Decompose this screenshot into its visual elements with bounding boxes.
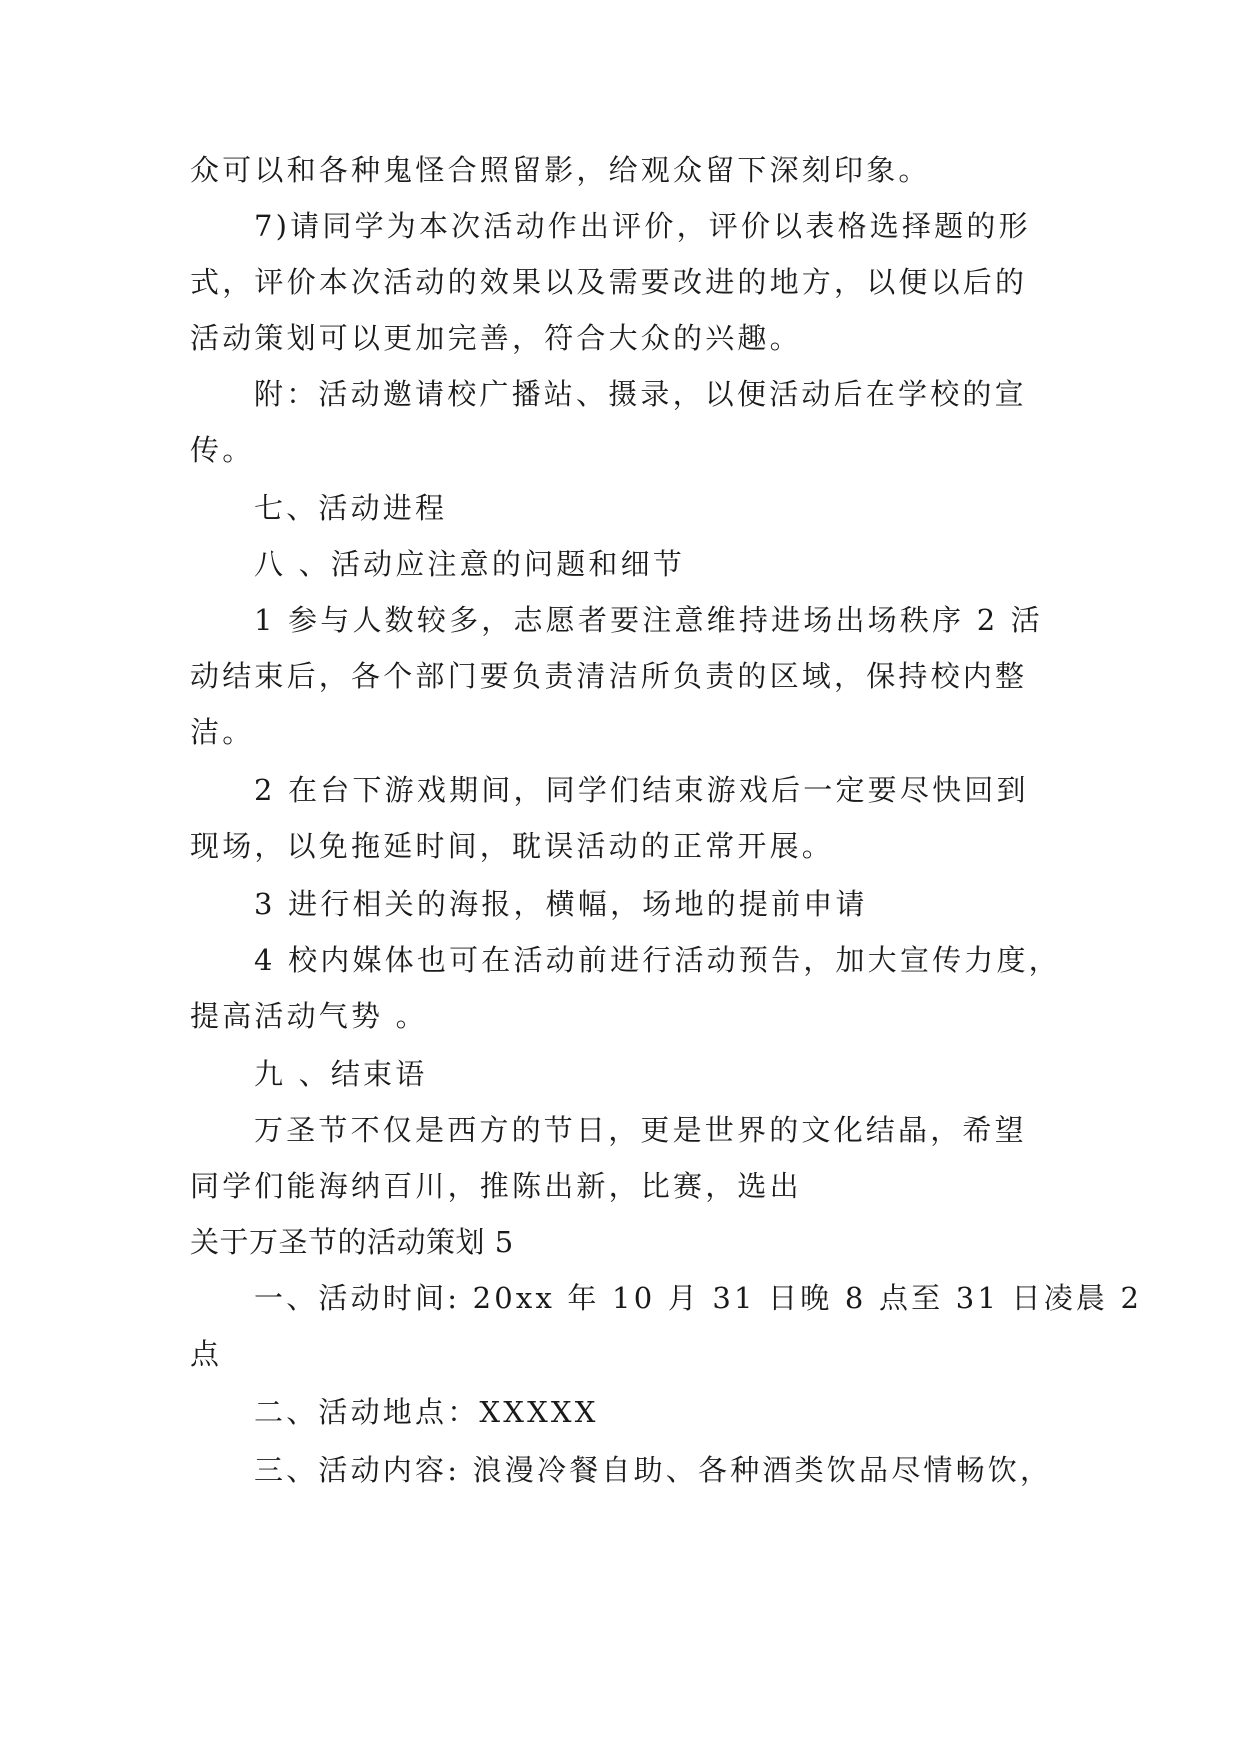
text-line: 1 参与人数较多，志愿者要注意维持进场出场秩序 2 活 [254,603,1043,637]
text-line: 式，评价本次活动的效果以及需要改进的地方，以便以后的 [190,265,1028,299]
text-line: 一、活动时间: 20xx 年 10 月 31 日晚 8 点至 31 日凌晨 2 [254,1281,1143,1315]
text-line: 传。 [190,433,255,467]
text-line: 活动策划可以更加完善，符合大众的兴趣。 [190,321,802,355]
section-heading: 九 、结束语 [254,1057,428,1091]
document-title: 关于万圣节的活动策划 5 [190,1225,514,1259]
text-line: 2 在台下游戏期间，同学们结束游戏后一定要尽快回到 [254,773,1029,807]
text-line: 提高活动气势 。 [190,999,428,1033]
section-heading: 七、活动进程 [254,491,448,525]
text-line: 动结束后，各个部门要负责清洁所负责的区域，保持校内整 [190,659,1028,693]
text-line: 现场，以免拖延时间，耽误活动的正常开展。 [190,829,835,863]
text-line: 附：活动邀请校广播站、摄录，以便活动后在学校的宣 [254,377,1027,411]
text-line: 二、活动地点：XXXXX [254,1395,599,1429]
text-line: 万圣节不仅是西方的节日，更是世界的文化结晶，希望 [254,1113,1027,1147]
text-line: 点 [190,1337,223,1371]
text-line: 同学们能海纳百川，推陈出新，比赛，选出 [190,1169,802,1203]
text-line: 4 校内媒体也可在活动前进行活动预告，加大宣传力度， [254,943,1061,977]
text-line: 三、活动内容: 浪漫冷餐自助、各种酒类饮品尽情畅饮， [254,1453,1053,1487]
text-line: 7)请同学为本次活动作出评价，评价以表格选择题的形 [254,209,1031,243]
text-line: 3 进行相关的海报，横幅，场地的提前申请 [254,887,868,921]
text-line: 众可以和各种鬼怪合照留影，给观众留下深刻印象。 [190,153,931,187]
section-heading: 八 、活动应注意的问题和细节 [254,547,686,581]
text-line: 洁。 [190,715,255,749]
